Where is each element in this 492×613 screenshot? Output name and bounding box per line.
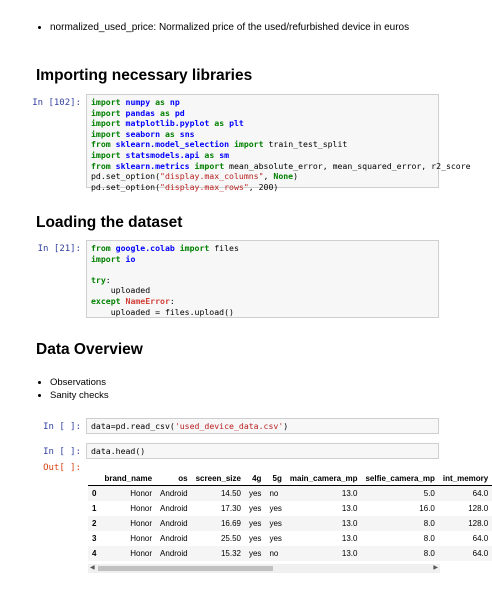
code-token: google.colab [115, 243, 175, 253]
section-heading-overview: Data Overview [36, 341, 143, 358]
overview-bullet-list [36, 376, 109, 402]
code-token: seaborn [125, 128, 161, 139]
table-cell: 16.0 [419, 504, 435, 513]
code-token: import [194, 160, 225, 171]
cell-prompt: In [102]: [32, 98, 81, 108]
code-token: pd.set_option( [91, 171, 161, 182]
code-token: plt [229, 118, 244, 129]
code-token: , 200) [248, 181, 279, 192]
table-cell: 13.0 [341, 519, 358, 528]
column-header: 4g [252, 474, 262, 483]
column-header: brand_name [104, 474, 153, 483]
overview-bullet: • Observations [50, 376, 109, 389]
code-token: data.head() [91, 446, 146, 456]
code-token: sklearn.model_selection [115, 139, 230, 150]
code-token: NameError [125, 295, 170, 306]
table-row [88, 531, 492, 546]
code-token: import [91, 107, 121, 118]
code-token: train_test_split [263, 139, 348, 150]
table-cell: yes [248, 519, 262, 528]
table-cell: 13.0 [341, 504, 358, 513]
code-token: pd [174, 107, 185, 118]
code-token: import [179, 243, 210, 253]
code-token: as [204, 149, 215, 160]
code-token: from [91, 160, 111, 171]
code-token: files [209, 243, 239, 253]
table-cell: yes [248, 549, 262, 558]
code-token: mean_absolute_error, mean_squared_error, r2_score [224, 160, 471, 171]
table-cell: 25.50 [220, 534, 241, 543]
table-cell: 5.0 [423, 489, 435, 498]
table-cell: 14.50 [220, 489, 241, 498]
column-header: screen_size [195, 474, 241, 483]
table-cell: 128.0 [468, 519, 489, 528]
code-token: np [169, 97, 180, 107]
table-cell: 8.0 [423, 519, 435, 528]
code-token: "display.max_columns" [160, 171, 264, 182]
code-token: as [160, 107, 170, 118]
code-token: sns [179, 128, 195, 139]
cell-prompt: In [ ]: [43, 447, 81, 457]
table-cell: Android [160, 534, 188, 543]
column-header: os [178, 474, 188, 483]
code-token: 'used_device_data.csv' [174, 421, 284, 431]
table-cell: no [269, 549, 279, 558]
table-cell: Honor [130, 489, 153, 498]
code-token: sm [219, 149, 230, 160]
code-token: as [214, 118, 225, 129]
intro-bullet-list [36, 22, 409, 33]
code-token: except [91, 295, 121, 306]
table-cell: Honor [130, 549, 153, 558]
section-heading-loading: Loading the dataset [36, 214, 183, 231]
column-header: 5g [272, 474, 282, 483]
scroll-left-icon[interactable]: ◀ [90, 565, 95, 571]
table-cell: yes [269, 534, 282, 543]
table-cell: 13.0 [341, 549, 358, 558]
table-cell: yes [269, 504, 282, 513]
code-token: matplotlib.pyplot [125, 118, 210, 129]
table-cell: Android [160, 549, 188, 558]
column-header: int_memory [442, 474, 489, 483]
row-index: 0 [92, 489, 97, 498]
table-cell: Honor [130, 519, 153, 528]
table-row [88, 546, 492, 561]
table-cell: yes [269, 519, 282, 528]
table-row [88, 486, 492, 502]
code-token: uploaded = files.upload() [91, 306, 234, 317]
table-cell: no [269, 489, 279, 498]
code-token: : [105, 274, 111, 285]
table-cell: 13.0 [341, 534, 358, 543]
table-cell: 15.32 [220, 549, 241, 558]
code-token: : [169, 295, 175, 306]
code-token: import [233, 139, 264, 150]
output-prompt: Out[ ]: [43, 463, 81, 473]
table-cell: Android [160, 489, 188, 498]
code-token: try [91, 274, 106, 285]
code-cell-head[interactable] [86, 443, 439, 459]
code-token: import [91, 149, 121, 160]
table-cell: Honor [130, 534, 153, 543]
table-cell: 8.0 [423, 534, 435, 543]
code-token: import [91, 253, 121, 264]
table-cell: 8.0 [423, 549, 435, 558]
code-token: None [273, 171, 294, 182]
code-token: sklearn.metrics [115, 160, 190, 171]
code-cell-imports[interactable] [86, 94, 471, 192]
code-token: import [91, 97, 121, 107]
code-token: pd.set_option( [91, 181, 161, 192]
table-cell: Android [160, 504, 188, 513]
code-token: as [164, 128, 175, 139]
code-cell-load[interactable] [86, 240, 439, 318]
code-token: from [91, 243, 111, 253]
code-token: import [91, 118, 121, 129]
code-token: pandas [125, 107, 156, 118]
table-cell: 64.0 [472, 534, 489, 543]
code-token: import [91, 128, 121, 139]
table-cell: 64.0 [472, 549, 489, 558]
table-row [88, 516, 492, 531]
code-token: , [263, 171, 274, 182]
table-cell: yes [248, 534, 262, 543]
table-cell: 16.69 [220, 519, 241, 528]
code-token: uploaded [91, 285, 151, 296]
table-cell: 128.0 [468, 504, 489, 513]
code-token: numpy [125, 97, 151, 107]
code-token: as [155, 97, 165, 107]
scrollbar-thumb[interactable] [98, 566, 273, 571]
column-header [88, 472, 100, 486]
cell-prompt: In [ ]: [43, 422, 81, 432]
row-index: 3 [92, 534, 97, 543]
intro-bullet: • normalized_used_price: Normalized price of the used/refurbished device in euros [50, 22, 409, 33]
dataframe-output [88, 472, 489, 561]
table-cell: yes [248, 489, 262, 498]
code-token: io [125, 253, 136, 264]
code-token: data=pd.read_csv( [91, 421, 175, 431]
dataframe-table [88, 472, 492, 561]
horizontal-scrollbar[interactable] [88, 564, 440, 573]
section-heading-libraries: Importing necessary libraries [36, 67, 253, 84]
table-cell: Android [160, 519, 188, 528]
table-cell: 64.0 [472, 489, 489, 498]
table-cell: 13.0 [341, 489, 358, 498]
code-cell-read-csv[interactable] [86, 418, 439, 434]
table-header-row [88, 472, 492, 486]
table-cell: 17.30 [220, 504, 241, 513]
row-index: 4 [92, 549, 97, 558]
table-cell: Honor [130, 504, 153, 513]
overview-bullet: • Sanity checks [50, 389, 109, 402]
column-header: selfie_camera_mp [365, 474, 435, 483]
table-cell: yes [248, 504, 262, 513]
cell-prompt: In [21]: [37, 244, 81, 254]
column-header: main_camera_mp [289, 474, 358, 483]
code-token: ) [283, 421, 289, 431]
code-token: statsmodels.api [125, 149, 200, 160]
code-token: ) [293, 171, 299, 182]
scroll-right-icon[interactable]: ▶ [433, 565, 438, 571]
code-token: "display.max_rows" [160, 181, 249, 192]
row-index: 1 [92, 504, 97, 513]
row-index: 2 [92, 519, 97, 528]
table-row [88, 501, 492, 516]
code-token: from [91, 139, 111, 150]
